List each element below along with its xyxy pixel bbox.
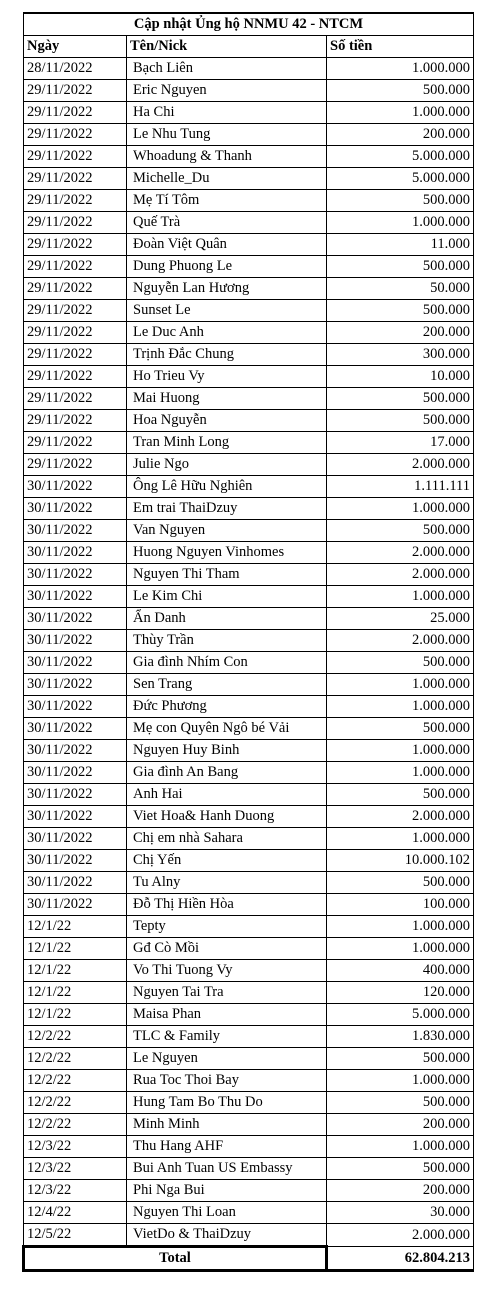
cell-amount: 17.000 [327,432,474,454]
cell-amount: 1.000.000 [327,586,474,608]
cell-amount: 1.000.000 [327,102,474,124]
cell-name: Ho Trieu Vy [127,366,327,388]
cell-amount: 2.000.000 [327,1224,474,1247]
table-row [24,410,474,432]
cell-amount: 200.000 [327,1114,474,1136]
cell-amount: 1.000.000 [327,828,474,850]
table-row [24,674,474,696]
table-row [24,498,474,520]
cell-date: 29/11/2022 [24,322,127,344]
donation-rows [24,58,474,1247]
title-row [24,13,474,36]
table-row [24,586,474,608]
cell-amount: 500.000 [327,388,474,410]
cell-amount: 2.000.000 [327,564,474,586]
cell-name: Ẩn Danh [127,608,327,630]
cell-name: Phi Nga Bui [127,1180,327,1202]
cell-amount: 1.000.000 [327,762,474,784]
cell-amount: 100.000 [327,894,474,916]
cell-name: Nguyen Huy Binh [127,740,327,762]
cell-amount: 5.000.000 [327,168,474,190]
table-row [24,256,474,278]
cell-amount: 1.111.111 [327,476,474,498]
cell-date: 29/11/2022 [24,256,127,278]
table-row [24,784,474,806]
table-row [24,696,474,718]
cell-amount: 1.000.000 [327,1070,474,1092]
cell-date: 30/11/2022 [24,828,127,850]
cell-date: 29/11/2022 [24,388,127,410]
cell-name: Ông Lê Hữu Nghiên [127,476,327,498]
table-row [24,520,474,542]
cell-name: Sunset Le [127,300,327,322]
cell-date: 29/11/2022 [24,454,127,476]
table-row [24,476,474,498]
cell-date: 30/11/2022 [24,784,127,806]
table-row [24,168,474,190]
column-header-amount: Số tiền [327,36,474,58]
table-row [24,278,474,300]
cell-amount: 2.000.000 [327,806,474,828]
cell-amount: 10.000.102 [327,850,474,872]
cell-date: 12/1/22 [24,916,127,938]
table-row [24,1202,474,1224]
cell-amount: 10.000 [327,366,474,388]
cell-name: Van Nguyen [127,520,327,542]
cell-date: 30/11/2022 [24,872,127,894]
table-row [24,212,474,234]
cell-name: Le Kim Chi [127,586,327,608]
cell-amount: 50.000 [327,278,474,300]
cell-date: 30/11/2022 [24,806,127,828]
table-row [24,146,474,168]
table-row [24,564,474,586]
cell-name: Thu Hang AHF [127,1136,327,1158]
cell-name: Tran Minh Long [127,432,327,454]
cell-amount: 2.000.000 [327,542,474,564]
cell-date: 29/11/2022 [24,410,127,432]
cell-amount: 1.000.000 [327,58,474,80]
table-row [24,80,474,102]
cell-date: 30/11/2022 [24,564,127,586]
cell-name: Rua Toc Thoi Bay [127,1070,327,1092]
cell-name: Thùy Trần [127,630,327,652]
cell-amount: 2.000.000 [327,454,474,476]
cell-name: Ha Chi [127,102,327,124]
cell-name: Mẹ con Quyên Ngô bé Vải [127,718,327,740]
cell-name: Trịnh Đắc Chung [127,344,327,366]
cell-amount: 300.000 [327,344,474,366]
cell-amount: 500.000 [327,80,474,102]
cell-date: 30/11/2022 [24,740,127,762]
cell-amount: 500.000 [327,1092,474,1114]
table-row [24,190,474,212]
cell-amount: 500.000 [327,718,474,740]
cell-amount: 500.000 [327,190,474,212]
cell-name: Nguyen Tai Tra [127,982,327,1004]
sheet-title: Cập nhật Ủng hộ NNMU 42 - NTCM [24,13,474,36]
cell-amount: 1.000.000 [327,916,474,938]
cell-date: 30/11/2022 [24,498,127,520]
table-row [24,740,474,762]
cell-amount: 1.000.000 [327,498,474,520]
cell-date: 30/11/2022 [24,476,127,498]
cell-date: 29/11/2022 [24,234,127,256]
total-label: Total [24,1247,327,1271]
header-row [24,36,474,58]
cell-date: 12/1/22 [24,982,127,1004]
cell-amount: 1.000.000 [327,674,474,696]
cell-name: Dung Phuong Le [127,256,327,278]
table-row [24,432,474,454]
cell-date: 29/11/2022 [24,190,127,212]
table-row [24,982,474,1004]
cell-date: 12/2/22 [24,1070,127,1092]
cell-date: 30/11/2022 [24,652,127,674]
cell-name: Mẹ Tí Tôm [127,190,327,212]
cell-date: 30/11/2022 [24,542,127,564]
cell-amount: 500.000 [327,1158,474,1180]
cell-name: Gđ Cò Mồi [127,938,327,960]
cell-name: Anh Hai [127,784,327,806]
cell-amount: 500.000 [327,1048,474,1070]
cell-amount: 500.000 [327,300,474,322]
cell-amount: 500.000 [327,520,474,542]
cell-date: 12/2/22 [24,1026,127,1048]
cell-amount: 200.000 [327,322,474,344]
cell-name: Huong Nguyen Vinhomes [127,542,327,564]
cell-date: 12/1/22 [24,938,127,960]
table-row [24,344,474,366]
cell-date: 12/4/22 [24,1202,127,1224]
cell-date: 30/11/2022 [24,520,127,542]
cell-date: 12/2/22 [24,1114,127,1136]
cell-name: Eric Nguyen [127,80,327,102]
cell-amount: 2.000.000 [327,630,474,652]
table-row [24,938,474,960]
cell-name: Nguyễn Lan Hương [127,278,327,300]
cell-amount: 1.000.000 [327,938,474,960]
cell-date: 30/11/2022 [24,586,127,608]
cell-name: Bui Anh Tuan US Embassy [127,1158,327,1180]
cell-date: 29/11/2022 [24,124,127,146]
cell-date: 30/11/2022 [24,762,127,784]
cell-name: Le Nguyen [127,1048,327,1070]
cell-date: 30/11/2022 [24,630,127,652]
cell-date: 29/11/2022 [24,344,127,366]
cell-amount: 25.000 [327,608,474,630]
cell-amount: 500.000 [327,784,474,806]
table-row [24,454,474,476]
table-row [24,718,474,740]
table-row [24,762,474,784]
cell-date: 30/11/2022 [24,674,127,696]
cell-date: 28/11/2022 [24,58,127,80]
cell-date: 29/11/2022 [24,300,127,322]
cell-name: Hung Tam Bo Thu Do [127,1092,327,1114]
cell-amount: 200.000 [327,124,474,146]
cell-amount: 500.000 [327,652,474,674]
column-header-date: Ngày [24,36,127,58]
table-row [24,1004,474,1026]
cell-date: 29/11/2022 [24,366,127,388]
cell-date: 29/11/2022 [24,168,127,190]
table-row [24,916,474,938]
cell-name: Gia đình Nhím Con [127,652,327,674]
cell-amount: 30.000 [327,1202,474,1224]
total-amount: 62.804.213 [327,1247,474,1271]
cell-name: Mai Huong [127,388,327,410]
cell-name: Tepty [127,916,327,938]
cell-amount: 200.000 [327,1180,474,1202]
cell-name: Julie Ngo [127,454,327,476]
cell-name: Chị em nhà Sahara [127,828,327,850]
cell-name: Le Duc Anh [127,322,327,344]
table-row [24,1026,474,1048]
table-row [24,542,474,564]
cell-name: Viet Hoa& Hanh Duong [127,806,327,828]
column-header-name: Tên/Nick [127,36,327,58]
cell-name: Đỗ Thị Hiền Hòa [127,894,327,916]
cell-name: Le Nhu Tung [127,124,327,146]
cell-date: 30/11/2022 [24,718,127,740]
cell-date: 29/11/2022 [24,146,127,168]
cell-name: Đoàn Việt Quân [127,234,327,256]
table-row [24,608,474,630]
table-row [24,1136,474,1158]
cell-amount: 500.000 [327,256,474,278]
table-row [24,1070,474,1092]
cell-amount: 500.000 [327,410,474,432]
table-row [24,652,474,674]
cell-date: 12/2/22 [24,1048,127,1070]
cell-amount: 5.000.000 [327,1004,474,1026]
cell-date: 29/11/2022 [24,80,127,102]
table-row [24,322,474,344]
cell-date: 12/3/22 [24,1136,127,1158]
cell-amount: 11.000 [327,234,474,256]
table-row [24,58,474,80]
cell-name: Vo Thi Tuong Vy [127,960,327,982]
table-row [24,1224,474,1247]
table-row [24,960,474,982]
cell-amount: 1.000.000 [327,1136,474,1158]
table-row [24,1114,474,1136]
table-row [24,806,474,828]
donation-table [22,12,474,1272]
table-row [24,1180,474,1202]
cell-name: Nguyen Thi Tham [127,564,327,586]
cell-name: Michelle_Du [127,168,327,190]
table-row [24,300,474,322]
cell-date: 29/11/2022 [24,432,127,454]
cell-name: Đức Phương [127,696,327,718]
cell-name: Nguyen Thi Loan [127,1202,327,1224]
cell-name: VietDo & ThaiDzuy [127,1224,327,1247]
cell-name: Bạch Liên [127,58,327,80]
table-row [24,388,474,410]
cell-amount: 5.000.000 [327,146,474,168]
cell-name: TLC & Family [127,1026,327,1048]
table-row [24,894,474,916]
cell-date: 12/1/22 [24,1004,127,1026]
cell-date: 12/1/22 [24,960,127,982]
cell-date: 12/3/22 [24,1158,127,1180]
table-row [24,828,474,850]
cell-amount: 1.000.000 [327,696,474,718]
table-row [24,124,474,146]
cell-date: 30/11/2022 [24,850,127,872]
table-row [24,234,474,256]
cell-amount: 400.000 [327,960,474,982]
cell-name: Tu Alny [127,872,327,894]
table-row [24,872,474,894]
total-row [24,1247,474,1271]
table-row [24,102,474,124]
table-row [24,1092,474,1114]
cell-amount: 120.000 [327,982,474,1004]
cell-date: 12/5/22 [24,1224,127,1247]
cell-amount: 1.000.000 [327,740,474,762]
cell-date: 30/11/2022 [24,608,127,630]
table-row [24,850,474,872]
table-row [24,366,474,388]
cell-name: Chị Yến [127,850,327,872]
cell-name: Minh Minh [127,1114,327,1136]
cell-date: 30/11/2022 [24,696,127,718]
cell-name: Maisa Phan [127,1004,327,1026]
cell-name: Sen Trang [127,674,327,696]
cell-name: Gia đình An Bang [127,762,327,784]
cell-date: 29/11/2022 [24,278,127,300]
cell-amount: 1.000.000 [327,212,474,234]
cell-name: Em trai ThaiDzuy [127,498,327,520]
cell-name: Whoadung & Thanh [127,146,327,168]
cell-date: 29/11/2022 [24,102,127,124]
table-row [24,1158,474,1180]
cell-name: Hoa Nguyễn [127,410,327,432]
table-row [24,1048,474,1070]
cell-date: 30/11/2022 [24,894,127,916]
cell-date: 29/11/2022 [24,212,127,234]
cell-date: 12/2/22 [24,1092,127,1114]
cell-name: Quế Trà [127,212,327,234]
cell-amount: 500.000 [327,872,474,894]
cell-date: 12/3/22 [24,1180,127,1202]
cell-amount: 1.830.000 [327,1026,474,1048]
table-row [24,630,474,652]
